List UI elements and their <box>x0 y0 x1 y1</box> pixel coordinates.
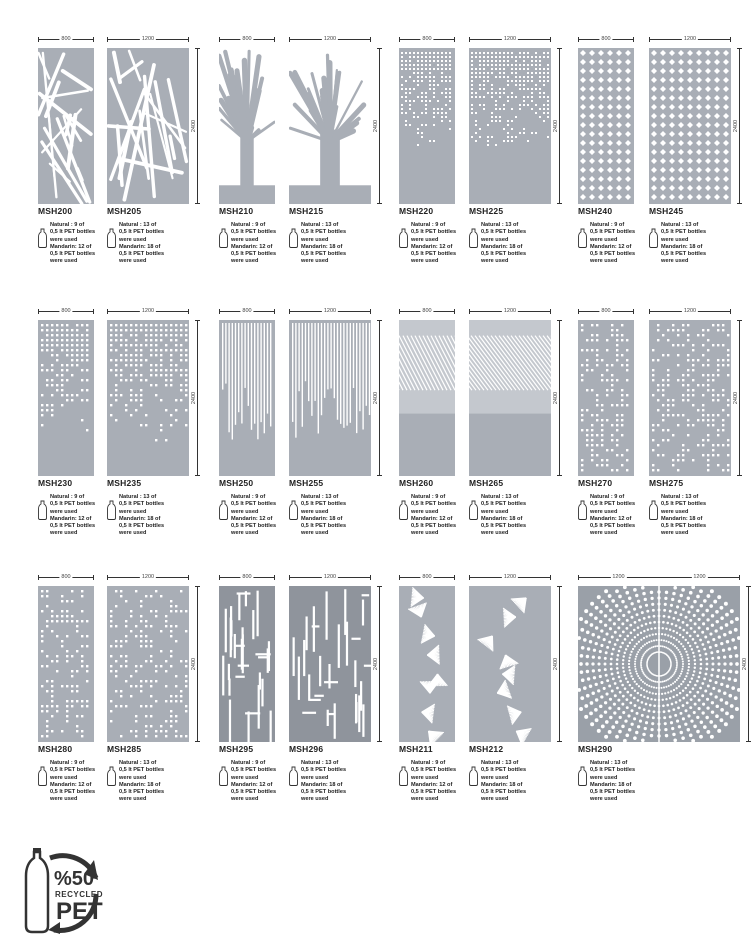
panel-image-msh255 <box>289 320 371 476</box>
bottle-icon <box>289 500 298 525</box>
width-label: 1200 <box>503 574 517 580</box>
width-dimension <box>289 36 371 42</box>
product-code: MSH235 <box>107 478 142 488</box>
width-label: 800 <box>61 36 71 42</box>
pet-usage-text: Natural : 13 of 0,5 lt PET bottles were used Mandarin: 18 of 0,5 lt PET bottles were used <box>119 222 165 265</box>
width-dimension <box>469 574 551 580</box>
width-dimension <box>289 574 371 580</box>
pet-usage-text: Natural : 13 of 0,5 lt PET bottles were used Mandarin: 18 of 0,5 lt PET bottles were used <box>301 494 347 537</box>
product-code: MSH260 <box>399 478 434 488</box>
panel-image-msh205 <box>107 48 189 204</box>
bottle-icon <box>649 500 658 525</box>
product-code: MSH200 <box>38 206 73 216</box>
product-code: MSH225 <box>469 206 504 216</box>
product-code: MSH211 <box>399 744 433 754</box>
pet-usage-text: Natural : 13 of 0,5 lt PET bottles were used Mandarin: 18 of 0,5 lt PET bottles were used <box>481 222 527 265</box>
width-dimension <box>578 574 740 580</box>
panel-image-msh295 <box>219 586 275 742</box>
panel-image-msh296 <box>289 586 371 742</box>
width-label: 1200 <box>323 36 337 42</box>
height-dimension <box>742 586 749 742</box>
height-label: 2400 <box>191 119 197 133</box>
width-label: 1200 <box>683 308 697 314</box>
width-dimension <box>219 308 275 314</box>
height-dimension <box>553 586 560 742</box>
bottle-icon <box>219 766 228 791</box>
bottle-icon <box>469 500 478 525</box>
product-code: MSH250 <box>219 478 254 488</box>
bottle-icon <box>219 228 228 253</box>
product-code: MSH240 <box>578 206 613 216</box>
height-label: 2400 <box>733 391 739 405</box>
width-label: 1200 <box>141 36 155 42</box>
width-dimension <box>38 36 94 42</box>
width-dimension <box>219 36 275 42</box>
panel-image-msh290 <box>578 586 740 742</box>
panel-image-msh230 <box>38 320 94 476</box>
width-dimension <box>578 308 634 314</box>
bottle-icon <box>469 766 478 791</box>
product-code: MSH215 <box>289 206 324 216</box>
width-dimension <box>38 574 94 580</box>
product-code: MSH270 <box>578 478 613 488</box>
pet-usage-text: Natural : 9 of 0,5 lt PET bottles were used Mandarin: 12 of 0,5 lt PET bottles were used <box>411 222 457 265</box>
width-label: 800 <box>242 574 252 580</box>
bottle-icon <box>469 228 478 253</box>
product-code: MSH285 <box>107 744 142 754</box>
height-dimension <box>553 320 560 476</box>
panel-image-msh260 <box>399 320 455 476</box>
product-code: MSH230 <box>38 478 73 488</box>
width-label: 1200 <box>323 308 337 314</box>
percent-text: %50 <box>54 868 95 890</box>
pet-usage-text: Natural : 9 of 0,5 lt PET bottles were used Mandarin: 12 of 0,5 lt PET bottles were used <box>590 494 636 537</box>
bottle-icon <box>289 766 298 791</box>
width-label: 800 <box>61 574 71 580</box>
panel-image-msh285 <box>107 586 189 742</box>
width-dimension <box>107 308 189 314</box>
height-dimension <box>191 48 198 204</box>
product-code: MSH210 <box>219 206 254 216</box>
height-label: 2400 <box>733 119 739 133</box>
pet-usage-text: Natural : 9 of 0,5 lt PET bottles were used Mandarin: 12 of 0,5 lt PET bottles were used <box>231 760 277 803</box>
panel-image-msh200 <box>38 48 94 204</box>
product-code: MSH280 <box>38 744 73 754</box>
pet-usage-text: Natural : 13 of 0,5 lt PET bottles were used Mandarin: 18 of 0,5 lt PET bottles were used <box>590 760 636 803</box>
product-code: MSH212 <box>469 744 504 754</box>
bottle-icon <box>399 766 408 791</box>
height-dimension <box>191 586 198 742</box>
width-label: 1200 <box>141 574 155 580</box>
pet-usage-text: Natural : 13 of 0,5 lt PET bottles were used Mandarin: 18 of 0,5 lt PET bottles were used <box>301 222 347 265</box>
product-code: MSH290 <box>578 744 613 754</box>
panel-image-msh225 <box>469 48 551 204</box>
product-code: MSH295 <box>219 744 254 754</box>
pet-usage-text: Natural : 9 of 0,5 lt PET bottles were used Mandarin: 12 of 0,5 lt PET bottles were used <box>590 222 636 265</box>
width-label: 800 <box>601 36 611 42</box>
height-dimension <box>733 48 740 204</box>
pet-usage-text: Natural : 13 of 0,5 lt PET bottles were used Mandarin: 18 of 0,5 lt PET bottles were used <box>301 760 347 803</box>
width-label: 800 <box>61 308 71 314</box>
panel-image-msh270 <box>578 320 634 476</box>
width-label: 1200 <box>503 36 517 42</box>
bottle-icon <box>107 228 116 253</box>
width-label: 800 <box>601 308 611 314</box>
width-label: 1200 <box>683 36 697 42</box>
pet-usage-text: Natural : 13 of 0,5 lt PET bottles were used Mandarin: 18 of 0,5 lt PET bottles were used <box>661 494 707 537</box>
height-label: 2400 <box>553 119 559 133</box>
width-dimension <box>219 574 275 580</box>
product-code: MSH275 <box>649 478 684 488</box>
pet-usage-text: Natural : 13 of 0,5 lt PET bottles were used Mandarin: 18 of 0,5 lt PET bottles were used <box>119 494 165 537</box>
height-label: 2400 <box>373 657 379 671</box>
panel-image-msh235 <box>107 320 189 476</box>
pet-usage-text: Natural : 9 of 0,5 lt PET bottles were used Mandarin: 12 of 0,5 lt PET bottles were used <box>411 760 457 803</box>
bottle-icon <box>107 500 116 525</box>
width-label: 1200 <box>693 574 706 580</box>
panel-image-msh240 <box>578 48 634 204</box>
width-dimension <box>578 36 634 42</box>
panel-image-msh250 <box>219 320 275 476</box>
pet-text: PET <box>56 898 103 925</box>
panel-image-msh215 <box>289 48 371 204</box>
pet-usage-text: Natural : 9 of 0,5 lt PET bottles were used Mandarin: 12 of 0,5 lt PET bottles were used <box>50 222 96 265</box>
panel-image-msh275 <box>649 320 731 476</box>
panel-image-msh212 <box>469 586 551 742</box>
bottle-icon <box>107 766 116 791</box>
width-label: 1200 <box>323 574 337 580</box>
width-dimension <box>469 36 551 42</box>
width-label: 800 <box>422 36 432 42</box>
height-label: 2400 <box>742 657 748 671</box>
width-label: 800 <box>242 308 252 314</box>
pet-usage-text: Natural : 9 of 0,5 lt PET bottles were used Mandarin: 12 of 0,5 lt PET bottles were used <box>231 494 277 537</box>
height-label: 2400 <box>191 391 197 405</box>
height-dimension <box>733 320 740 476</box>
pet-usage-text: Natural : 13 of 0,5 lt PET bottles were used Mandarin: 18 of 0,5 lt PET bottles were used <box>481 760 527 803</box>
pet-usage-text: Natural : 9 of 0,5 lt PET bottles were used Mandarin: 12 of 0,5 lt PET bottles were used <box>50 494 96 537</box>
bottle-icon <box>578 228 587 253</box>
product-code: MSH255 <box>289 478 324 488</box>
product-code: MSH205 <box>107 206 142 216</box>
pet-usage-text: Natural : 9 of 0,5 lt PET bottles were used Mandarin: 12 of 0,5 lt PET bottles were used <box>50 760 96 803</box>
bottle-icon <box>399 228 408 253</box>
bottle-icon <box>289 228 298 253</box>
product-code: MSH245 <box>649 206 684 216</box>
width-label: 800 <box>422 308 432 314</box>
bottle-icon <box>219 500 228 525</box>
pet-usage-text: Natural : 9 of 0,5 lt PET bottles were used Mandarin: 12 of 0,5 lt PET bottles were used <box>231 222 277 265</box>
pet-usage-text: Natural : 13 of 0,5 lt PET bottles were used Mandarin: 18 of 0,5 lt PET bottles were used <box>661 222 707 265</box>
width-dimension <box>107 36 189 42</box>
height-dimension <box>373 320 380 476</box>
height-label: 2400 <box>553 391 559 405</box>
width-dimension <box>107 574 189 580</box>
height-dimension <box>191 320 198 476</box>
panel-image-msh245 <box>649 48 731 204</box>
height-label: 2400 <box>553 657 559 671</box>
width-dimension <box>469 308 551 314</box>
panel-image-msh280 <box>38 586 94 742</box>
bottle-icon <box>38 766 47 791</box>
recycled-text: RECYCLED <box>55 890 104 899</box>
width-label: 800 <box>242 36 252 42</box>
width-dimension <box>399 574 455 580</box>
pet-usage-text: Natural : 13 of 0,5 lt PET bottles were used Mandarin: 18 of 0,5 lt PET bottles were used <box>481 494 527 537</box>
height-label: 2400 <box>373 119 379 133</box>
width-dimension <box>649 308 731 314</box>
recycled-pet-logo <box>24 838 104 934</box>
bottle-icon <box>578 500 587 525</box>
product-code: MSH296 <box>289 744 324 754</box>
panel-image-msh220 <box>399 48 455 204</box>
width-dimension <box>289 308 371 314</box>
width-dimension <box>649 36 731 42</box>
pet-usage-text: Natural : 9 of 0,5 lt PET bottles were used Mandarin: 12 of 0,5 lt PET bottles were used <box>411 494 457 537</box>
product-code: MSH220 <box>399 206 434 216</box>
height-dimension <box>553 48 560 204</box>
width-dimension <box>399 36 455 42</box>
bottle-icon <box>38 228 47 253</box>
height-label: 2400 <box>191 657 197 671</box>
width-label: 1200 <box>612 574 625 580</box>
width-dimension <box>38 308 94 314</box>
product-code: MSH265 <box>469 478 504 488</box>
panel-image-msh210 <box>219 48 275 204</box>
width-label: 1200 <box>503 308 517 314</box>
bottle-icon <box>38 500 47 525</box>
bottle-icon <box>649 228 658 253</box>
bottle-icon <box>399 500 408 525</box>
bottle-icon <box>578 766 587 791</box>
width-label: 800 <box>422 574 432 580</box>
height-dimension <box>373 586 380 742</box>
width-dimension <box>399 308 455 314</box>
width-label: 1200 <box>141 308 155 314</box>
height-label: 2400 <box>373 391 379 405</box>
panel-image-msh211 <box>399 586 455 742</box>
height-dimension <box>373 48 380 204</box>
pet-usage-text: Natural : 13 of 0,5 lt PET bottles were used Mandarin: 18 of 0,5 lt PET bottles were used <box>119 760 165 803</box>
panel-image-msh265 <box>469 320 551 476</box>
